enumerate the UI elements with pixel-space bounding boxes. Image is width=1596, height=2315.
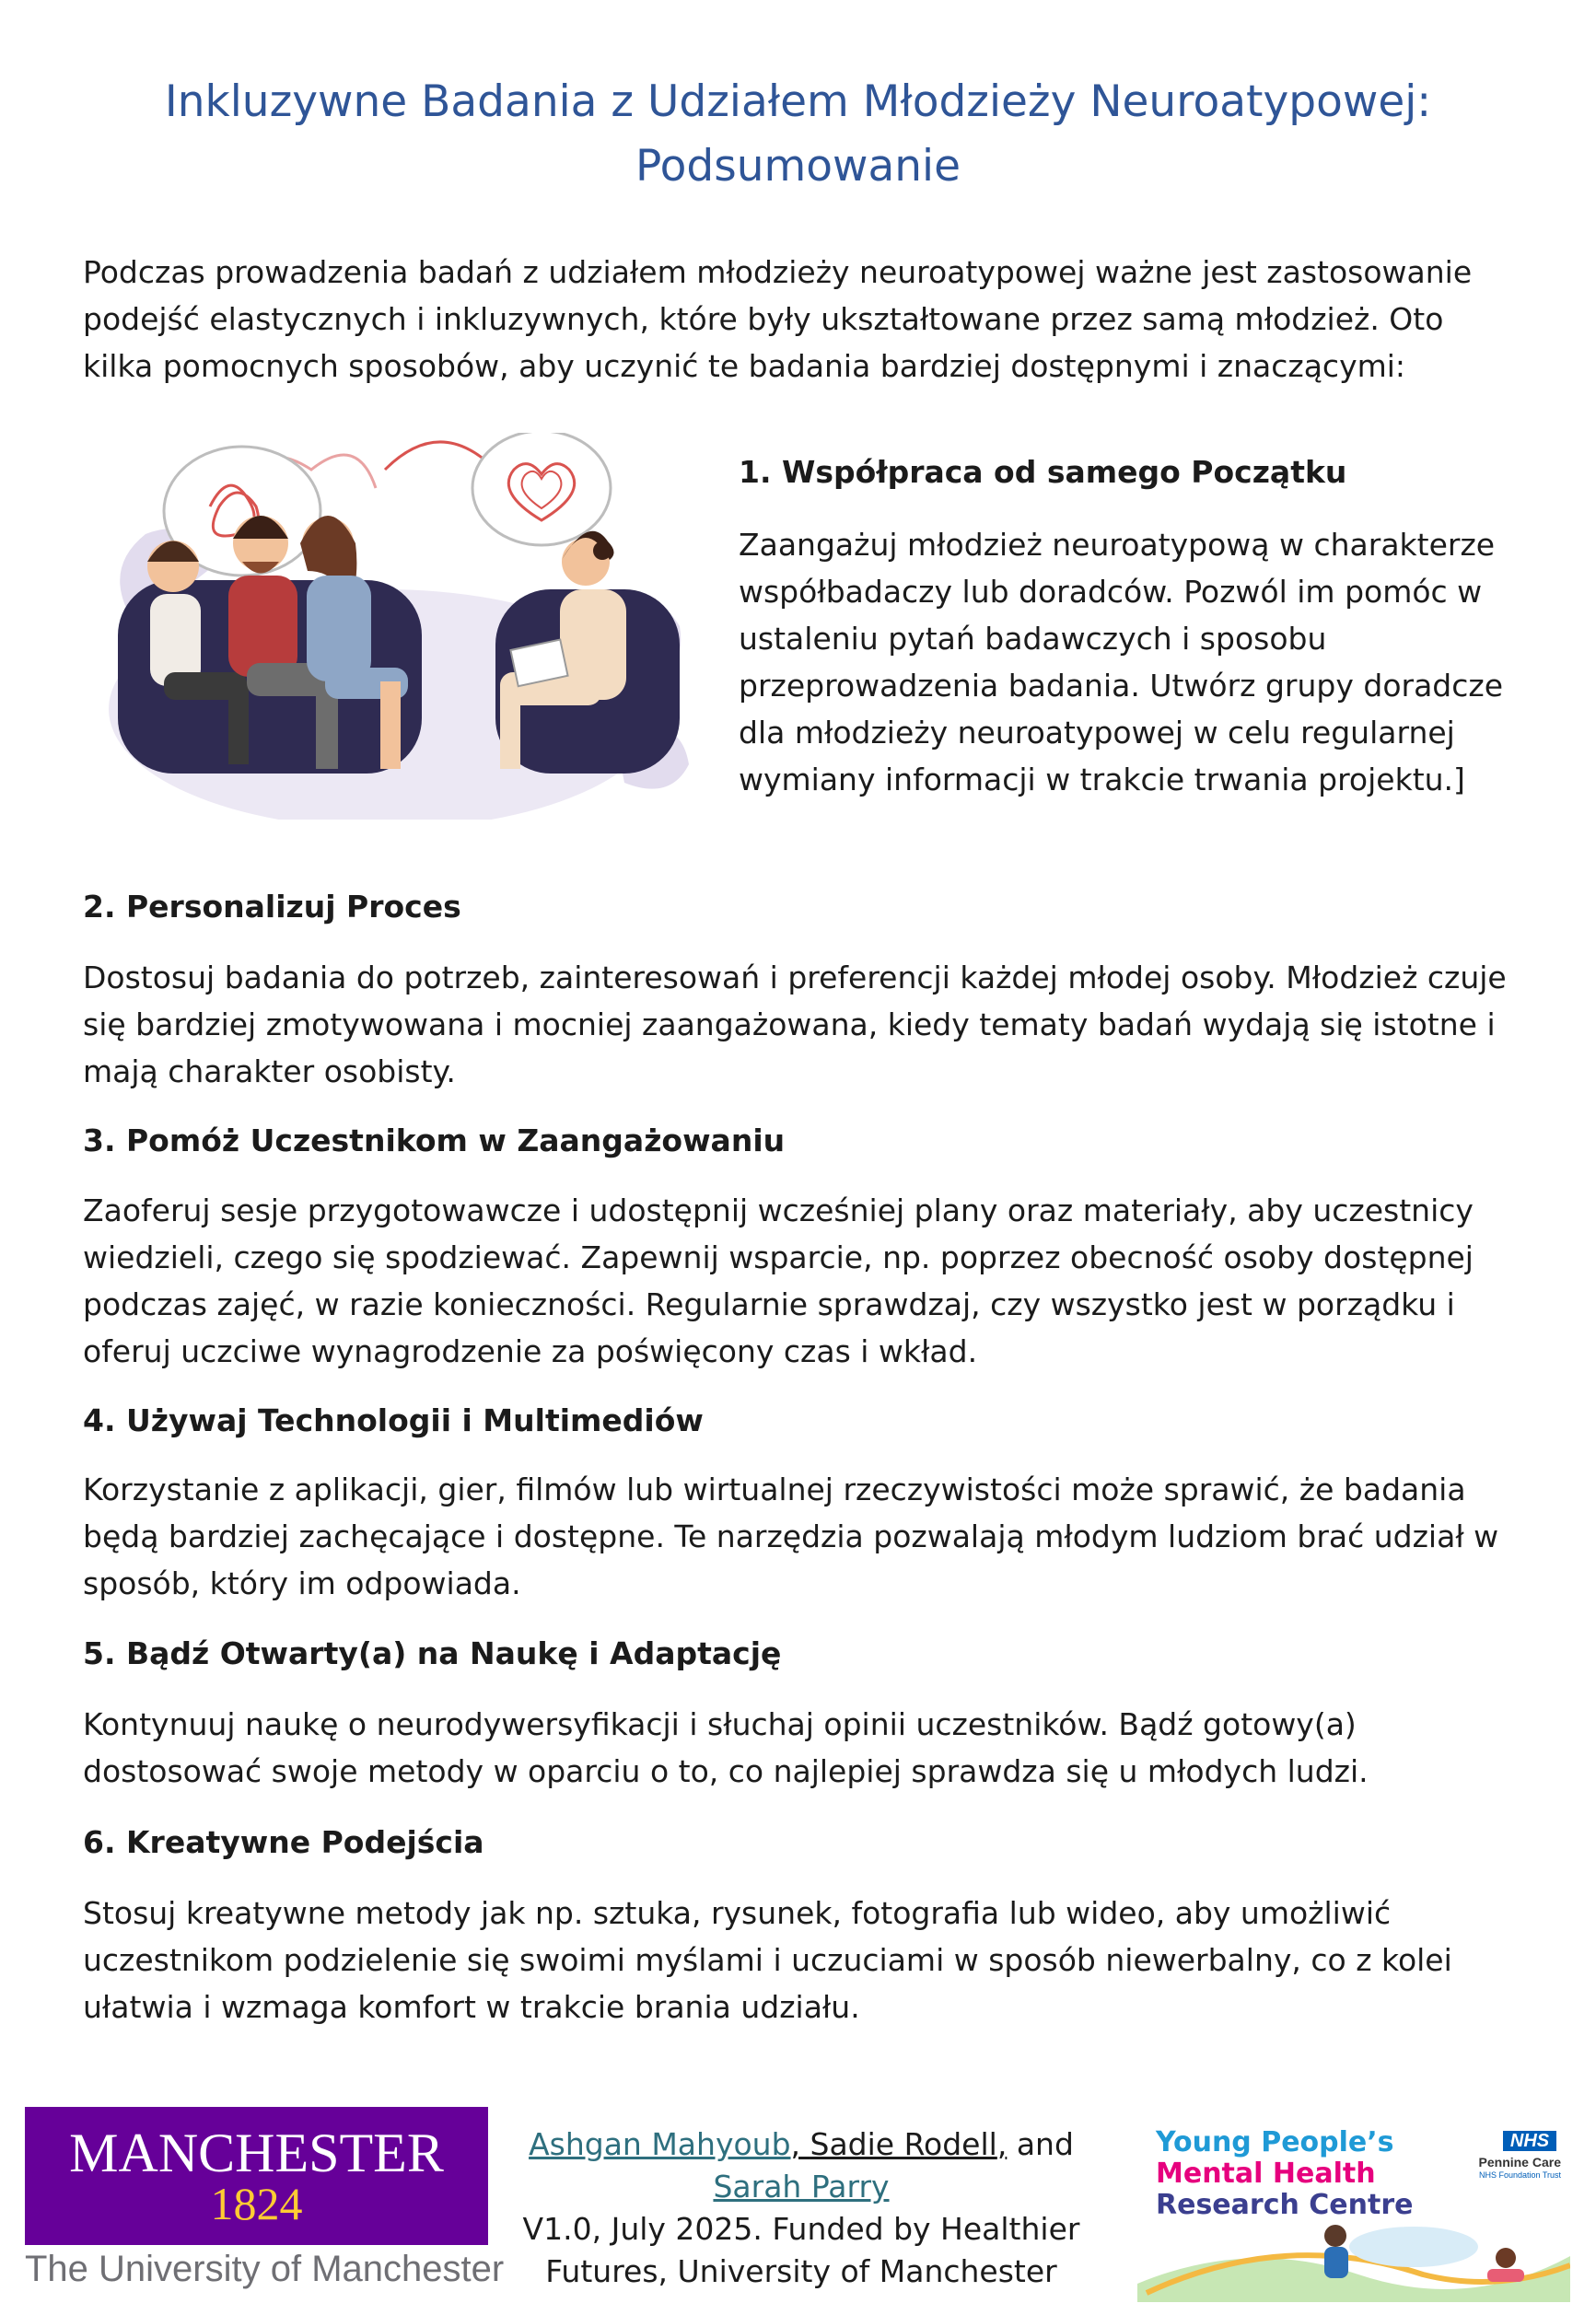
section-3-body: Zaoferuj sesje przygotowawcze i udostępnij wcześniej plany oraz materiały, aby uczestnicy wiedzieli, czego się spodziewać. Zapewnij wsparcie, np. poprzez obecność osoby dostępnej podczas zajęć, w razie konieczności. Regularnie sprawdzaj, czy wszystko jest w porządku i oferuj uczciwe wynagrodzenie za poświęcony czas i wkład.	[83, 1192, 1474, 1369]
section-6-heading: 6. Kreatywne Podejścia	[83, 1824, 484, 1860]
version-funding-text: V1.0, July 2025. Funded by Healthier Futures, University of Manchester	[522, 2211, 1080, 2289]
section-1-body: Zaangażuj młodzież neuroatypową w charakterze współbadaczy lub doradców. Pozwól im pomóc w ustaleniu pytań badawczych i sposobu przeprowadzenia badania. Utwórz grupy doradcze dla młodzieży neuroatypowej w celu regularnej wymiany informacji w trakcie trwania projektu.]	[739, 527, 1504, 797]
footer-credits	[516, 2123, 1087, 2293]
section-2-heading: 2. Personalizuj Proces	[83, 889, 461, 925]
family-therapy-illustration	[81, 433, 698, 820]
section-1-heading: 1. Współpraca od samego Początku	[739, 454, 1347, 490]
young-people-illustration-icon	[1137, 2219, 1570, 2302]
author-link-sarah-parry[interactable]: Sarah Parry	[713, 2169, 890, 2204]
ypmhrc-line1: Young People’s	[1156, 2126, 1394, 2158]
author-link-ashgan-mahyoub[interactable]: Ashgan Mahyoub	[529, 2126, 791, 2162]
manchester-logo-university: The University of Manchester	[25, 2249, 505, 2289]
credits-separator-1: ,	[790, 2126, 810, 2162]
section-5-heading: 5. Bądź Otwarty(a) na Naukę i Adaptację	[83, 1635, 782, 1671]
ypmhrc-line2: Mental Health	[1156, 2158, 1376, 2190]
credits-and: and	[1007, 2126, 1074, 2162]
section-6-body: Stosuj kreatywne metody jak np. sztuka, rysunek, fotografia lub wideo, aby umożliwić uczestnikom podzielenie się swoimi myślami i uczuciami w sposób niewerbalny, co z kolei ułatwia i wzmaga komfort w trakcie brania udziału.	[83, 1895, 1452, 2025]
page-title	[83, 70, 1513, 199]
young-peoples-mental-health-research-centre-logo	[1137, 2118, 1570, 2302]
ypmhrc-line3: Research Centre	[1156, 2189, 1414, 2221]
section-3-heading: 3. Pomóż Uczestnikom w Zaangażowaniu	[83, 1123, 786, 1158]
intro-paragraph: Podczas prowadzenia badań z udziałem młodzieży neuroatypowej ważne jest zastosowanie podejść elastycznych i inkluzywnych, które były ukształtowane przez samą młodzież. Oto kilka pomocnych sposobów, aby uczynić te badania bardziej dostępnymi i znaczącymi:	[83, 254, 1473, 384]
section-2-body: Dostosuj badania do potrzeb, zainteresowań i preferencji każdej młodej osoby. Młodzież czuje się bardziej zmotywowana i mocniej zaangażowana, kiedy tematy badań wydają się istotne i mają charakter osobisty.	[83, 960, 1507, 1089]
section-5-body: Kontynuuj naukę o neurodywersyfikacji i słuchaj opinii uczestników. Bądź gotowy(a) dostosować swoje metody w oparciu o to, co najlepiej sprawdza się u młodych ludzi.	[83, 1706, 1369, 1789]
author-link-sadie-rodell[interactable]: Sadie Rodell	[810, 2126, 997, 2162]
credits-separator-2: ,	[996, 2126, 1008, 2162]
nhs-trust-name: Pennine Care	[1478, 2155, 1561, 2170]
manchester-logo-year: 1824	[210, 2178, 303, 2229]
page-title-line1: Inkluzywne Badania z Udziałem Młodzieży Neuroatypowej:	[164, 76, 1432, 127]
university-of-manchester-logo	[25, 2107, 505, 2291]
page-title-line2: Podsumowanie	[635, 141, 961, 192]
nhs-trust-subtitle: NHS Foundation Trust	[1478, 2170, 1561, 2180]
nhs-badge: NHS	[1503, 2131, 1556, 2151]
section-4-heading: 4. Używaj Technologii i Multimediów	[83, 1402, 704, 1438]
manchester-logo-word: MANCHESTER	[69, 2123, 444, 2183]
manchester-logo-box	[25, 2107, 488, 2245]
section-4-body: Korzystanie z aplikacji, gier, filmów lub wirtualnej rzeczywistości może sprawić, że badania będą bardziej zachęcające i dostępne. Te narzędzia pozwalają młodym ludziom brać udział w sposób, który im odpowiada.	[83, 1472, 1499, 1601]
